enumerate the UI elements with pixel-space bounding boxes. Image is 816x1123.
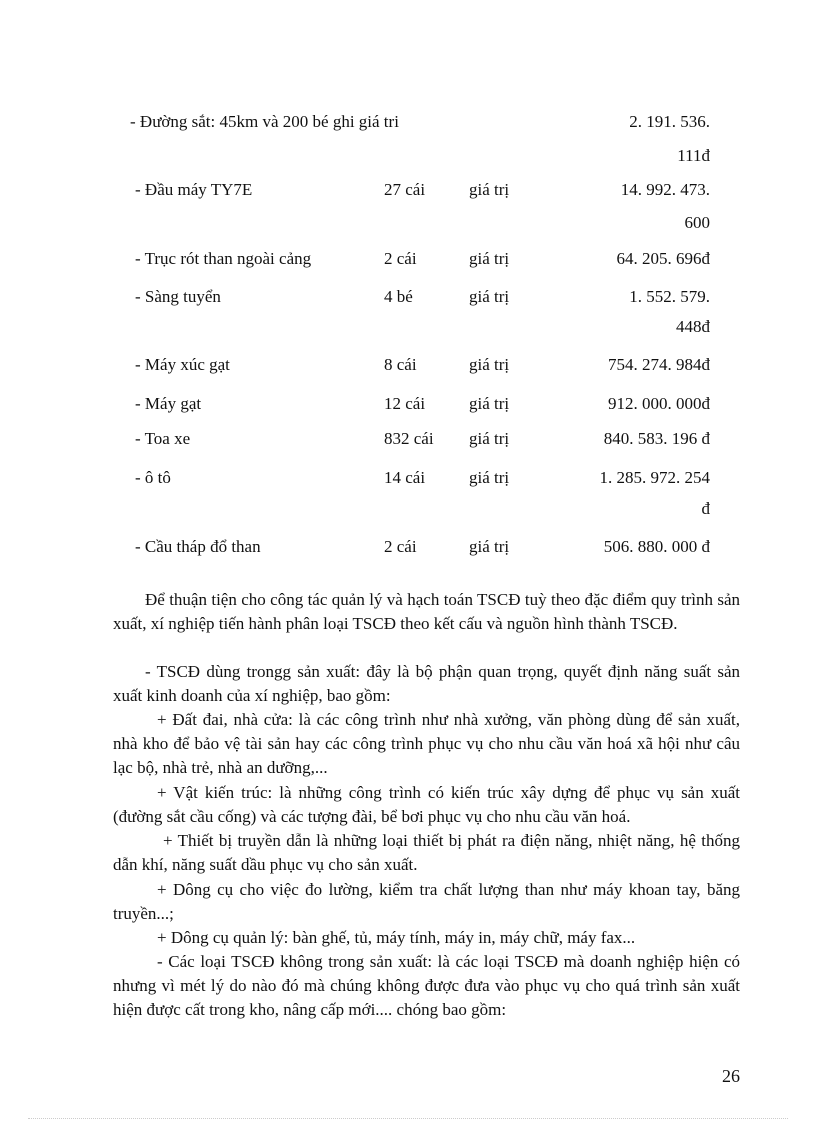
asset-value-label: giá trị: [469, 287, 510, 306]
paragraph: + Vật kiến trúc: là những công trình có kiến trúc xây dựng để phục vụ sản xuất (đường sắt cầu cống) và các tượng đài, bể bơi phục vụ cho nhu cầu văn hoá.: [113, 783, 740, 826]
asset-quantity: 2 cái: [384, 537, 417, 556]
asset-value-label: giá trị: [469, 468, 510, 487]
asset-value: 912. 000. 000đ: [608, 394, 710, 413]
asset-value-label: giá trị: [469, 249, 510, 268]
asset-name: - Máy gạt: [135, 394, 202, 413]
asset-name: - Đầu máy TY7E: [135, 180, 253, 199]
page-number: 26: [722, 1066, 740, 1086]
asset-value-continued: 111đ: [677, 146, 710, 165]
asset-quantity: 832 cái: [384, 429, 434, 448]
asset-value-label: giá trị: [469, 355, 510, 374]
asset-quantity: 14 cái: [384, 468, 426, 487]
asset-value: 754. 274. 984đ: [608, 355, 710, 374]
asset-quantity: 27 cái: [384, 180, 426, 199]
asset-value-continued: 448đ: [676, 317, 710, 336]
asset-value: 2. 191. 536.: [629, 112, 710, 131]
asset-name: - Sàng tuyển: [135, 287, 221, 306]
asset-value-continued: 600: [684, 213, 710, 232]
paragraph: - TSCĐ dùng trongg sản xuất: đây là bộ phận quan trọng, quyết định năng suất sản xuất kinh doanh của xí nghiệp, bao gồm:: [113, 662, 740, 705]
paragraph: Để thuận tiện cho công tác quản lý và hạch toán TSCĐ tuỳ theo đặc điểm quy trình sản xuất, xí nghiệp tiến hành phân loại TSCĐ theo kết cấu và nguồn hình thành TSCĐ.: [113, 590, 740, 633]
asset-value-label: giá trị: [469, 394, 510, 413]
asset-value-label: giá trị: [469, 180, 510, 199]
paragraph: + Đất đai, nhà cửa: là các công trình như nhà xưởng, văn phòng dùng để sản xuất, nhà kho để bảo vệ tài sản hay các công trình phục vụ cho nhu cầu văn hoá xã hội như câu lạc bộ, nhà trẻ, nhà an dưỡng,...: [113, 710, 740, 777]
paragraph: + Dông cụ quản lý: bàn ghế, tủ, máy tính, máy in, máy chữ, máy fax...: [157, 928, 636, 947]
paragraph: + Dông cụ cho việc đo lường, kiểm tra chất lượng than như máy khoan tay, băng truyền...;: [113, 880, 740, 923]
asset-name: - Trục rót than ngoài cảng: [135, 249, 312, 268]
paragraph: - Các loại TSCĐ không trong sản xuất: là các loại TSCĐ mà doanh nghiệp hiện có nhưng vì mét lý do nào đó mà chúng không được đưa vào phục vụ cho quá trình sản xuất hiện được cất trong kho, nâng cấp mới.... chóng bao gồm:: [113, 952, 740, 1019]
asset-name: - Cầu tháp đổ than: [135, 537, 261, 556]
page-bottom-rule: [28, 1118, 788, 1119]
asset-name: - Đường sắt: 45km và 200 bé ghi giá tri: [130, 112, 399, 131]
paragraph: + Thiết bị truyền dẫn là những loại thiết bị phát ra điện năng, nhiệt năng, hệ thống dẫn khí, năng suất dầu phục vụ cho sản xuất.: [113, 831, 740, 874]
asset-name: - Toa xe: [135, 429, 191, 448]
asset-value: 840. 583. 196 đ: [603, 429, 710, 448]
asset-value: 1. 285. 972. 254: [599, 468, 710, 487]
asset-quantity: 12 cái: [384, 394, 426, 413]
asset-name: - ô tô: [135, 468, 171, 487]
asset-value: 506. 880. 000 đ: [603, 537, 710, 556]
asset-value: 14. 992. 473.: [620, 180, 710, 199]
asset-name: - Máy xúc gạt: [135, 355, 230, 374]
asset-value: 1. 552. 579.: [629, 287, 710, 306]
asset-quantity: 8 cái: [384, 355, 417, 374]
asset-value-continued: đ: [701, 499, 710, 518]
asset-quantity: 2 cái: [384, 249, 417, 268]
asset-value-label: giá trị: [469, 429, 510, 448]
asset-value: 64. 205. 696đ: [616, 249, 710, 268]
asset-value-label: giá trị: [469, 537, 510, 556]
asset-quantity: 4 bé: [384, 287, 413, 306]
